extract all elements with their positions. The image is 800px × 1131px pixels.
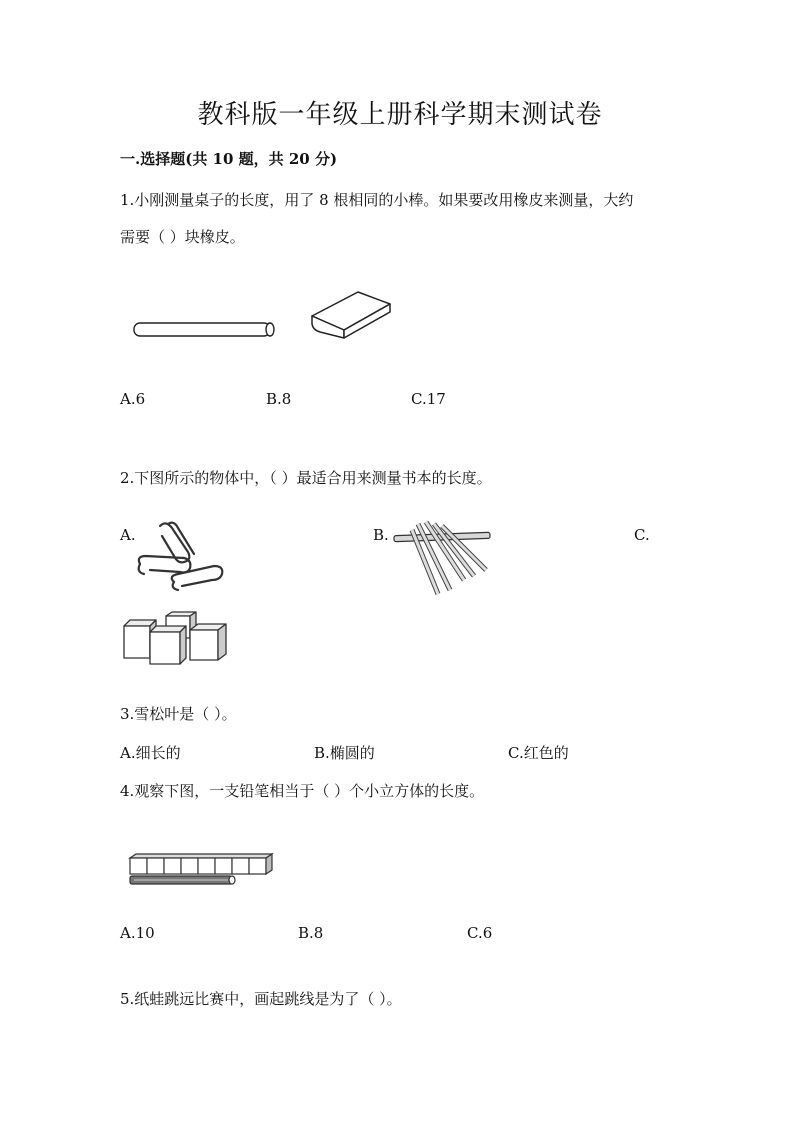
page-title: 教科版一年级上册科学期末测试卷	[197, 100, 603, 130]
question-2-text: 2.下图所示的物体中，（ ）最适合用来测量书本的长度。	[120, 469, 492, 487]
q3-option-c[interactable]: C.红色的	[508, 744, 569, 762]
sticks-bundle-icon	[390, 520, 500, 596]
q1-option-a[interactable]: A.6	[120, 390, 146, 408]
q2-option-b[interactable]: B.	[373, 526, 389, 544]
q2-option-c[interactable]: C.	[634, 526, 650, 544]
q1-option-c[interactable]: C.17	[411, 390, 446, 408]
question-3-text: 3.雪松叶是（ ）。	[120, 705, 237, 723]
q4-option-a[interactable]: A.10	[120, 924, 155, 942]
cubes-icon	[118, 612, 232, 666]
q3-option-a[interactable]: A.细长的	[120, 744, 181, 762]
q4-option-b[interactable]: B.8	[298, 924, 324, 942]
question-5-text: 5.纸蛙跳远比赛中，画起跳线是为了（ ）。	[120, 990, 402, 1008]
cube-row-pencil-icon	[126, 850, 278, 890]
stick-icon	[130, 318, 278, 342]
eraser-icon	[308, 286, 396, 342]
question-4-text: 4.观察下图，一支铅笔相当于（ ）个小立方体的长度。	[120, 782, 485, 800]
question-1-line-1: 1.小刚测量桌子的长度，用了 8 根相同的小棒。如果要改用橡皮来测量，大约	[120, 191, 634, 209]
q3-option-b[interactable]: B.椭圆的	[314, 744, 375, 762]
paperclips-icon	[134, 518, 228, 592]
q2-option-a[interactable]: A.	[120, 526, 136, 544]
q1-option-b[interactable]: B.8	[266, 390, 292, 408]
question-1-line-2: 需要（ ）块橡皮。	[120, 228, 245, 246]
section-heading: 一.选择题(共 10 题，共 20 分)	[120, 150, 338, 168]
q4-option-c[interactable]: C.6	[467, 924, 493, 942]
